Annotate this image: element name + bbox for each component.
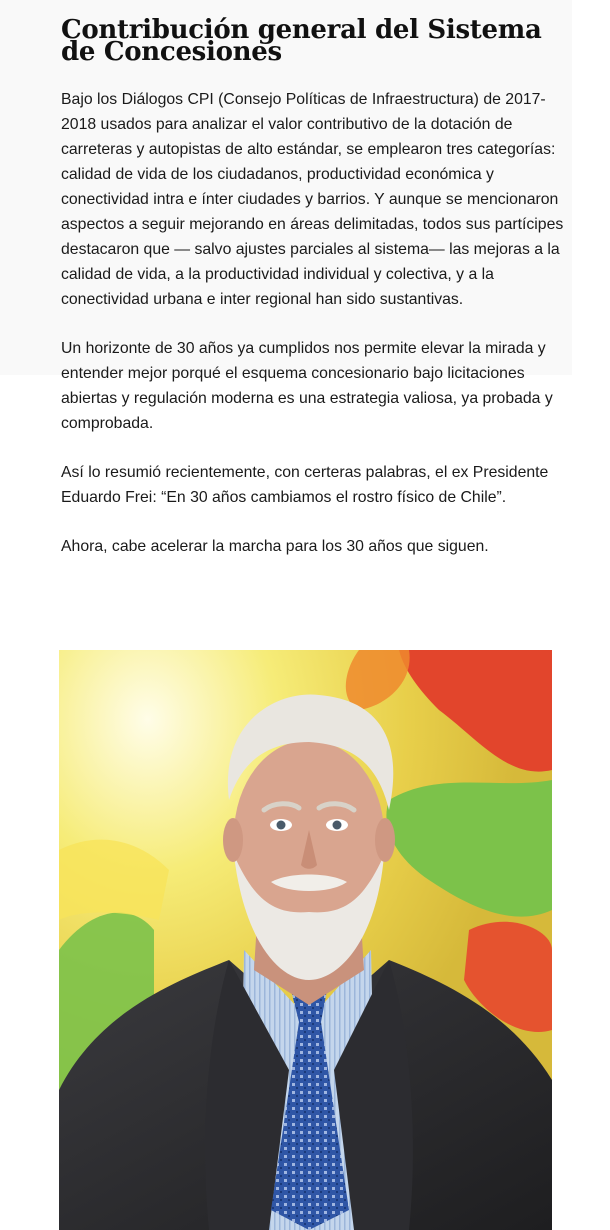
portrait-illustration bbox=[59, 650, 552, 1230]
portrait-photo bbox=[59, 650, 552, 1230]
paragraph-4: Ahora, cabe acelerar la marcha para los 30 años que siguen. bbox=[61, 538, 489, 555]
article-title: Contribución general del Sistema de Concesiones bbox=[61, 15, 542, 67]
article-body bbox=[61, 87, 566, 559]
article bbox=[61, 0, 566, 583]
paragraph-1: Bajo los Diálogos CPI (Consejo Políticas de Infraestructura) de 2017-2018 usados para analizar el valor contributivo de la dotación de carreteras y autopistas de alto estándar, se emplearon tres categorías: calidad de vida de los ciudadanos, productividad económica y conectividad intra e ínter ciudades y barrios. Y aunque se mencionaron aspectos a seguir mejorando en áreas delimitadas, todos sus partícipes destacaron que — salvo ajustes parciales al sistema— las mejoras a la calidad de vida, a la productividad individual y colectiva, y a la conectividad urbana e inter regional han sido sustantivas. bbox=[61, 91, 564, 308]
left-pupil bbox=[277, 821, 286, 830]
right-pupil bbox=[333, 821, 342, 830]
paragraph-2: Un horizonte de 30 años ya cumplidos nos permite elevar la mirada y entender mejor porqué el esquema concesionario bajo licitaciones abiertas y regulación moderna es una estrategia valiosa, ya probada y comprobada. bbox=[61, 340, 553, 432]
right-ear bbox=[375, 818, 395, 862]
left-ear bbox=[223, 818, 243, 862]
paragraph-3: Así lo resumió recientemente, con certeras palabras, el ex Presidente Eduardo Frei: “En 30 años cambiamos el rostro físico de Chile”. bbox=[61, 464, 549, 506]
